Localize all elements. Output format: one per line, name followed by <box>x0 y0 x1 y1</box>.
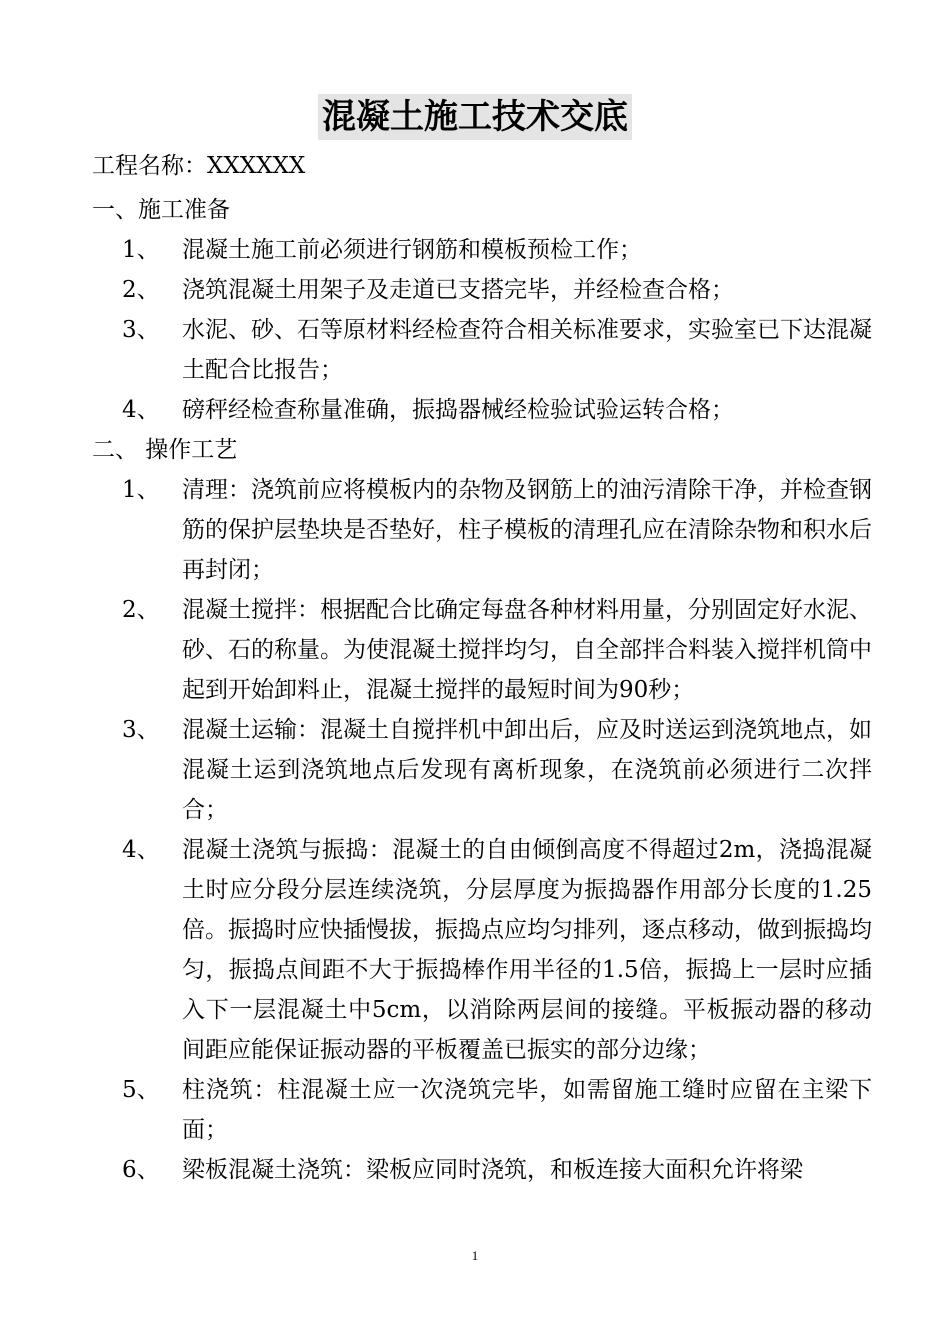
list-item <box>92 310 872 390</box>
item-text: 混凝土搅拌：根据配合比确定每盘各种材料用量，分别固定好水泥、砂、石的称量。为使混凝土搅拌均匀，自全部拌合料装入搅拌机筒中起到开始卸料止，混凝土搅拌的最短时间为90秒； <box>182 597 872 703</box>
list-item <box>92 270 872 310</box>
item-number: 3、 <box>122 717 160 743</box>
document-title: 混凝土施工技术交底 <box>318 94 632 140</box>
list-item <box>92 590 872 710</box>
item-number: 2、 <box>122 277 160 303</box>
list-item <box>92 710 872 830</box>
item-text: 水泥、砂、石等原材料经检查符合相关标准要求，实验室已下达混凝土配合比报告； <box>182 317 872 383</box>
item-number: 1、 <box>122 477 160 503</box>
item-number: 2、 <box>122 597 160 623</box>
title-wrap <box>0 94 950 140</box>
section-heading: 一、施工准备 <box>92 197 230 223</box>
item-number: 5、 <box>122 1077 160 1103</box>
list-item <box>92 1150 872 1190</box>
item-text: 混凝土施工前必须进行钢筋和模板预检工作； <box>182 237 642 263</box>
list-item <box>92 470 872 590</box>
list-item <box>92 230 872 270</box>
item-text: 浇筑混凝土用架子及走道已支搭完毕，并经检查合格； <box>182 277 734 303</box>
section-process <box>92 430 872 1190</box>
item-number: 6、 <box>122 1157 160 1183</box>
item-text: 梁板混凝土浇筑：梁板应同时浇筑，和板连接大面积允许将梁 <box>182 1157 803 1183</box>
item-text: 清理：浇筑前应将模板内的杂物及钢筋上的油污清除干净，并检查钢筋的保护层垫块是否垫好，柱子模板的清理孔应在清除杂物和积水后再封闭； <box>182 477 872 583</box>
item-number: 3、 <box>122 317 160 343</box>
document-body <box>92 146 872 1190</box>
item-number: 4、 <box>122 397 160 423</box>
item-text: 柱浇筑：柱混凝土应一次浇筑完毕，如需留施工缝时应留在主梁下面； <box>182 1077 872 1143</box>
page-number: 1 <box>471 1248 479 1263</box>
section-preparation <box>92 190 872 430</box>
list-item <box>92 390 872 430</box>
item-text: 混凝土浇筑与振捣：混凝土的自由倾倒高度不得超过2m，浇捣混凝土时应分段分层连续浇筑，分层厚度为振捣器作用部分长度的1.25倍。振捣时应快插慢拔，振捣点应均匀排列，逐点移动，做到振捣均匀，振捣点间距不大于振捣棒作用半径的1.5倍，振捣上一层时应插入下一层混凝土中5cm，以消除两层间的接缝。平板振动器的移动间距应能保证振动器的平板覆盖已振实的部分边缘； <box>182 837 872 1063</box>
list-item <box>92 830 872 1070</box>
project-name: 工程名称：XXXXXX <box>92 153 306 179</box>
section-heading: 二、 操作工艺 <box>92 437 238 463</box>
item-text: 磅秤经检查称量准确，振捣器械经检验试验运转合格； <box>182 397 734 423</box>
item-number: 1、 <box>122 237 160 263</box>
item-text: 混凝土运输：混凝土自搅拌机中卸出后，应及时送运到浇筑地点，如混凝土运到浇筑地点后发现有离析现象，在浇筑前必须进行二次拌合； <box>182 717 872 823</box>
item-number: 4、 <box>122 837 160 863</box>
list-item <box>92 1070 872 1150</box>
